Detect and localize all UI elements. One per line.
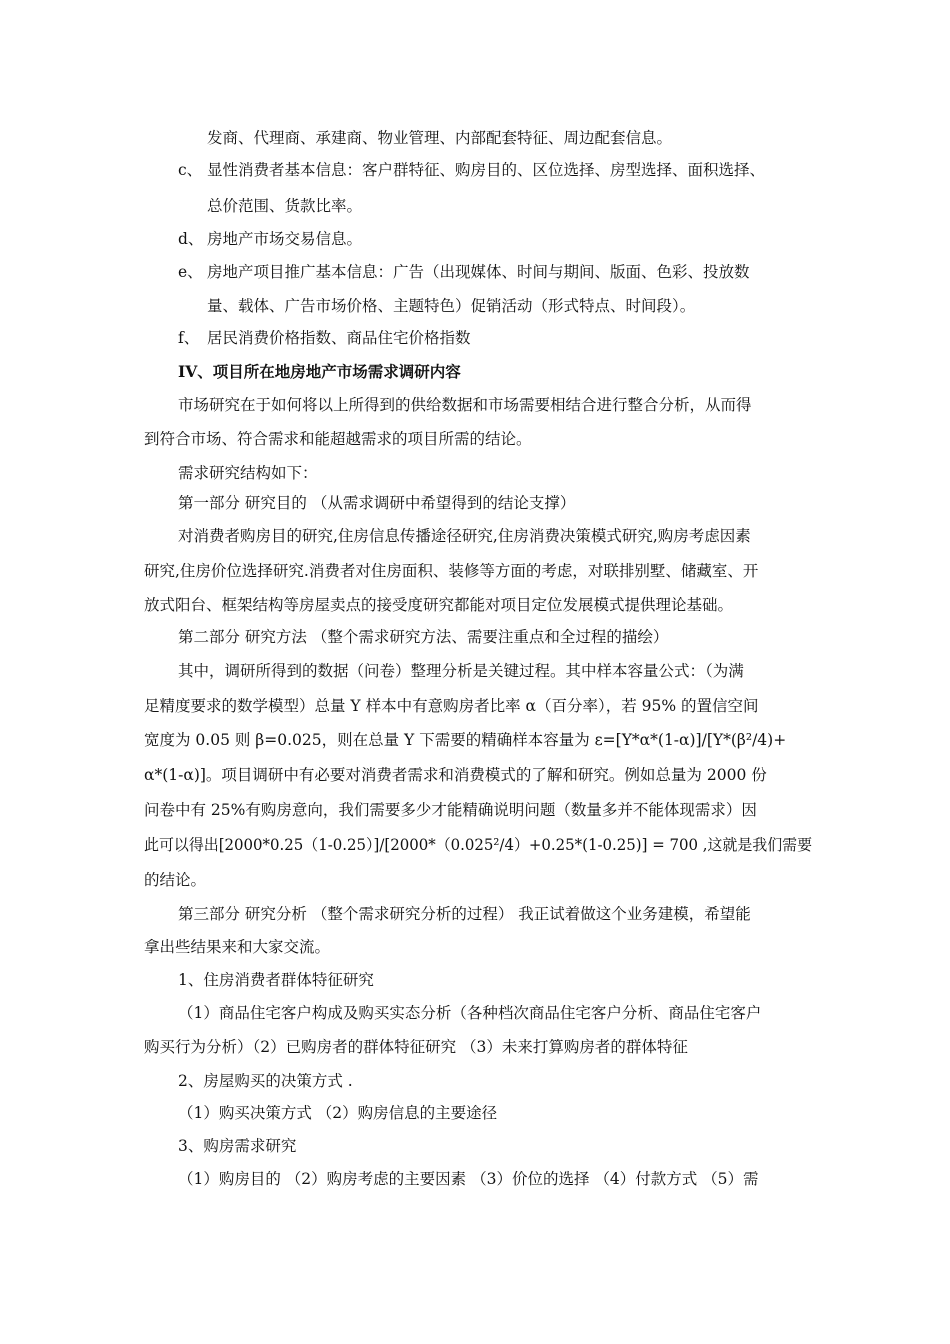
- body-line: 问卷中有 25%有购房意向，我们需要多少才能精确说明问题（数量多并不能体现需求）因: [144, 801, 757, 819]
- list-marker: d、: [178, 230, 204, 248]
- body-line: （1）购房目的 （2）购房考虑的主要因素 （3）价位的选择 （4）付款方式 （5）需: [178, 1170, 759, 1188]
- list-text: 总价范围、货款比率。: [207, 197, 363, 215]
- body-line: 第一部分 研究目的 （从需求调研中希望得到的结论支撑）: [178, 494, 576, 512]
- continuation-line: 发商、代理商、承建商、物业管理、内部配套特征、周边配套信息。: [207, 129, 673, 147]
- body-line: 2、房屋购买的决策方式 .: [178, 1072, 353, 1090]
- list-marker: e、: [178, 263, 203, 281]
- list-text: 显性消费者基本信息：客户群特征、购房目的、区位选择、房型选择、面积选择、: [207, 161, 766, 179]
- list-text: 房地产市场交易信息。: [207, 230, 363, 248]
- body-line: 对消费者购房目的研究,住房信息传播途径研究,住房消费决策模式研究,购房考虑因素: [178, 527, 751, 545]
- body-line: 市场研究在于如何将以上所得到的供给数据和市场需要相结合进行整合分析，从而得: [178, 396, 752, 414]
- body-line: α*(1-α)]。项目调研中有必要对消费者需求和消费模式的了解和研究。例如总量为 2000 份: [144, 766, 767, 784]
- body-line: 需求研究结构如下：: [178, 464, 318, 482]
- section-heading: IV、项目所在地房地产市场需求调研内容: [178, 362, 461, 381]
- body-line: 的结论。: [144, 871, 207, 889]
- body-line: 第二部分 研究方法 （整个需求研究方法、需要注重点和全过程的描绘）: [178, 628, 669, 646]
- body-line: 研究,住房价位选择研究.消费者对住房面积、装修等方面的考虑，对联排别墅、储藏室、开: [144, 562, 759, 580]
- list-text: 量、载体、广告市场价格、主题特色）促销活动（形式特点、时间段）。: [207, 297, 696, 315]
- body-line: 宽度为 0.05 则 β=0.025，则在总量 Y 下需要的精确样本容量为 ε=[Y*α*(1-α)]/[Y*(β²/4)+: [144, 731, 787, 749]
- body-line: 其中，调研所得到的数据（问卷）整理分析是关键过程。其中样本容量公式：（为满: [178, 662, 744, 680]
- list-text: 居民消费价格指数、商品住宅价格指数: [207, 329, 471, 347]
- body-line: 到符合市场、符合需求和能超越需求的项目所需的结论。: [144, 430, 532, 448]
- body-line: 1、住房消费者群体特征研究: [178, 971, 374, 989]
- body-line: 此可以得出[2000*0.25（1-0.25）]/[2000*（0.025²/4）+0.25*(1-0.25)] = 700 ,这就是我们需要: [144, 836, 813, 854]
- body-line: 放式阳台、框架结构等房屋卖点的接受度研究都能对项目定位发展模式提供理论基础。: [144, 596, 734, 614]
- body-line: 足精度要求的数学模型）总量 Y 样本中有意购房者比率 α（百分率），若 95% 的置信空间: [144, 697, 759, 715]
- body-line: （1）购买决策方式 （2）购房信息的主要途径: [178, 1104, 498, 1122]
- body-line: 购买行为分析）（2）已购房者的群体特征研究 （3）未来打算购房者的群体特征: [144, 1038, 688, 1056]
- list-marker: c、: [178, 161, 203, 179]
- list-marker: f、: [178, 329, 200, 347]
- list-text: 房地产项目推广基本信息：广告（出现媒体、时间与期间、版面、色彩、投放数: [207, 263, 750, 281]
- body-line: 第三部分 研究分析 （整个需求研究分析的过程） 我正试着做这个业务建模，希望能: [178, 905, 751, 923]
- body-line: 拿出些结果来和大家交流。: [144, 938, 331, 956]
- body-line: （1）商品住宅客户构成及购买实态分析（各种档次商品住宅客户分析、商品住宅客户: [178, 1004, 762, 1022]
- body-line: 3、购房需求研究: [178, 1137, 297, 1155]
